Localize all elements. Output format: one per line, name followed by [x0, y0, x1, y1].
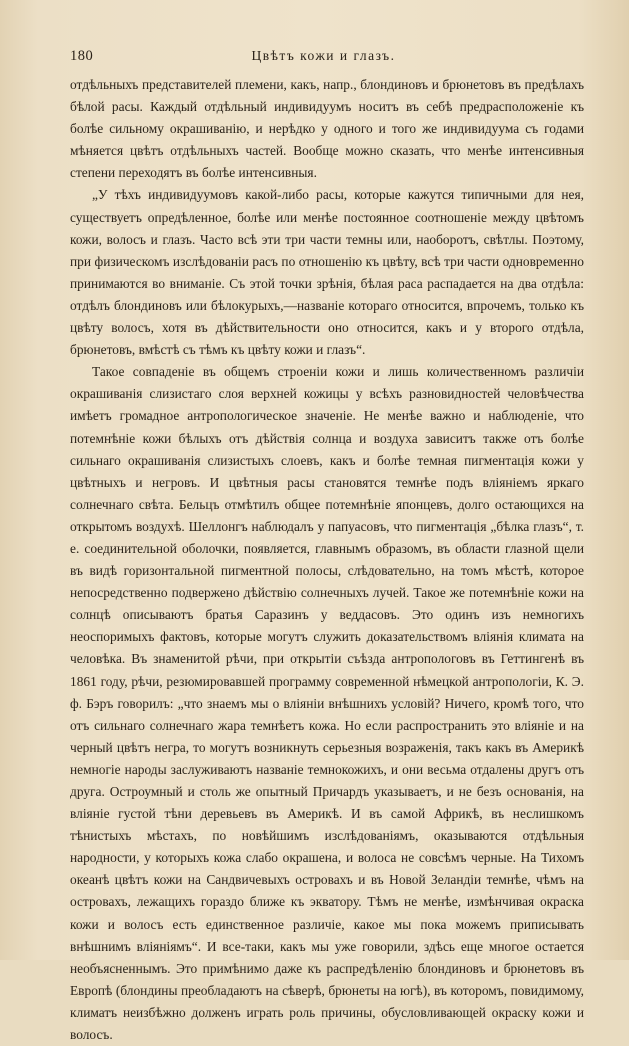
paragraph-3: Такое совпаденіе въ общемъ строеніи кожи и лишь количественномъ различіи окрашиванія слизистаго слоя верхней кожицы у всѣхъ разновидностей человѣчества имѣетъ громадное антропологическое значеніе. Не менѣе важно и наблюденіе, что потемнѣніе кожи бѣлыхъ отъ дѣйствія солнца и воздуха зависитъ также отъ болѣе сильнаго окрашиванія слизистыхъ слоевъ, какъ и болѣе темная пигментація кожи у цвѣтныхъ и негровъ. И цвѣтныя расы становятся темнѣе подъ вліяніемъ яркаго солнечнаго свѣта. Бельцъ отмѣтилъ общее потемнѣніе японцевъ, долго остающихся на открытомъ воздухѣ. Шеллонгъ наблюдалъ у папуасовъ, что пигментація „бѣлка глазъ“, т. е. соединительной оболочки, появляется, главнымъ образомъ, въ области глазной щели въ видѣ горизонтальной пигментной полосы, слѣдовательно, на томъ мѣстѣ, которое непосредственно подвержено дѣйствію солнечныхъ лучей. Такое же потемнѣніе кожи на солнцѣ описываютъ братья Саразинъ у веддасовъ. Это одинъ изъ немногихъ неоспоримыхъ фактовъ, которые могутъ служить доказательствомъ вліянія климата на человѣка. Въ знаменитой рѣчи, при открытіи съѣзда антропологовъ въ Геттингенѣ въ 1861 году, рѣчи, резюмировавшей программу современной нѣмецкой антропологіи, К. Э. ф. Бэръ говорилъ: „что знаемъ мы о вліяніи внѣшнихъ условій? Ничего, кромѣ того, что отъ сильнаго солнечнаго жара темнѣетъ кожа. Но если распространить это вліяніе и на черный цвѣтъ негра, то могутъ возникнуть серьезныя возраженія, такъ какъ въ Америкѣ немногіе народы заслуживаютъ названіе темнокожихъ, и они весьма отдалены другъ отъ друга. Остроумный и столь же опытный Причардъ указываетъ, и не безъ основанія, на вліяніе густой тѣни деревьевъ въ Америкѣ. И въ самой Африкѣ, въ неслишкомъ тѣнистыхъ мѣстахъ, по новѣйшимъ изслѣдованіямъ, оказываются отдѣльныя народности, у которыхъ кожа слабо окрашена, и волоса не совсѣмъ черные. На Тихомъ океанѣ цвѣтъ кожи на Сандвичевыхъ островахъ и въ Новой Зеландіи темнѣе, чѣмъ на островахъ, лежащихъ гораздо ближе къ экватору. Тѣмъ не менѣе, измѣнчивая окраска кожи и волосъ есть единственное различіе, какое мы пока можемъ приписывать внѣшнимъ вліяніямъ“. И все-таки, какъ мы уже говорили, здѣсь еще многое остается необъясненнымъ. Это примѣнимо даже къ распредѣленію блондиновъ и брюнетовъ въ Европѣ (блондины преобладаютъ на сѣверѣ, брюнеты на югѣ), въ которомъ, повидимому, климатъ неизбѣжно долженъ играть роль причины, обусловливающей окраску кожи и волосъ. — [70, 364, 584, 1043]
body-text — [70, 74, 584, 1046]
page-number: 180 — [70, 48, 94, 64]
page-header — [70, 48, 577, 68]
running-title: Цвѣтъ кожи и глазъ. — [251, 48, 396, 63]
paragraph-2: „У тѣхъ индивидуумовъ какой-либо расы, которые кажутся типичными для нея, существуетъ опредѣленное, болѣе или менѣе постоянное соотношеніе между цвѣтомъ кожи, волосъ и глазъ. Часто всѣ эти три части темны или, наоборотъ, свѣтлы. Поэтому, при физическомъ изслѣдованіи расъ по отношенію къ цвѣту, всѣ три части одновременно принимаются во вниманіе. Съ этой точки зрѣнія, бѣлая раса распадается на два отдѣла: отдѣлъ блондиновъ или бѣлокурыхъ,—названіе котораго относится, впрочемъ, только къ цвѣту волосъ, хотя въ дѣйствительности оно относится, какъ и у второго отдѣла, брюнетовъ, вмѣстѣ съ тѣмъ къ цвѣту кожи и глазъ“. — [70, 187, 584, 358]
paragraph-1: отдѣльныхъ представителей племени, какъ, напр., блондиновъ и брюнетовъ въ предѣлахъ бѣлой расы. Каждый отдѣльный индивидуумъ носитъ въ себѣ предрасположеніе къ болѣе сильному окрашиванію, и нерѣдко у одного и того же индивидуума съ годами мѣняется цвѣтъ отдѣльныхъ частей. Вообще можно сказать, что менѣе интенсивныя степени переходятъ въ болѣе интенсивныя. — [70, 77, 584, 181]
